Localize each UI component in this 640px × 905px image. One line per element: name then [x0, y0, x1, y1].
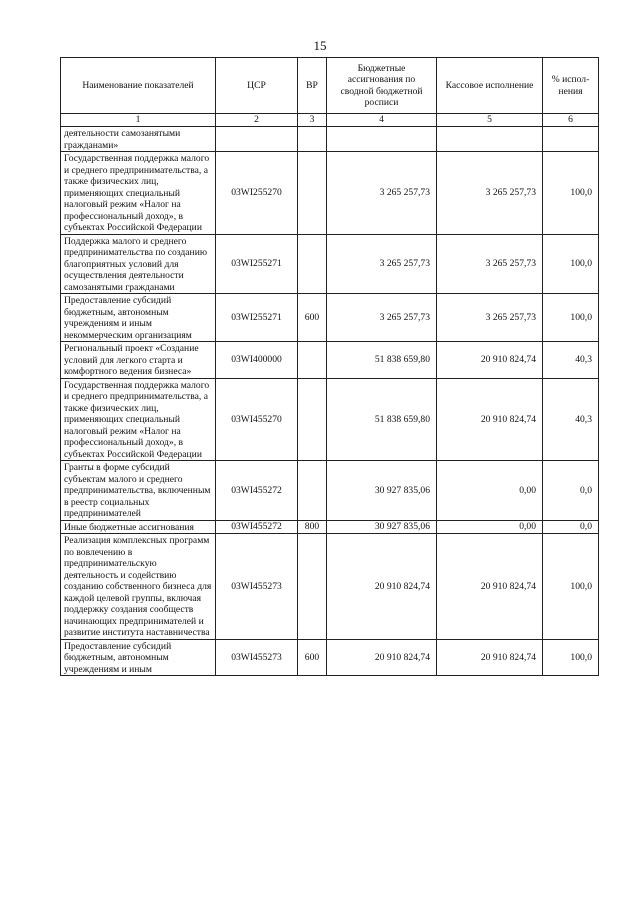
- row-name: Предоставление субсидий бюджетным, автономным учреждениям и иным: [61, 639, 216, 676]
- row-budget: 3 265 257,73: [327, 234, 437, 294]
- row-name: деятельности самозанятыми гражданами»: [61, 127, 216, 152]
- row-name: Государственная поддержка малого и среднего предпринимательства, а также физических лиц, применяющих специальный налоговый режим «Налог на профессиональный доход», в субъектах Российской Федерации: [61, 152, 216, 235]
- table-row: [61, 520, 599, 534]
- column-number: 5: [437, 114, 543, 127]
- row-percent: 100,0: [543, 234, 599, 294]
- row-percent: 40,3: [543, 378, 599, 461]
- header-csr: ЦСР: [216, 58, 298, 114]
- row-vr: 800: [298, 520, 327, 534]
- row-budget: 30 927 835,06: [327, 520, 437, 534]
- row-percent: 100,0: [543, 152, 599, 235]
- table-row: [61, 342, 599, 379]
- row-budget: 3 265 257,73: [327, 294, 437, 342]
- row-name: Предоставление субсидий бюджетным, автономным учреждениям и иным некоммерческим организациям: [61, 294, 216, 342]
- row-csr: 03WI455272: [216, 520, 298, 534]
- row-cash: 20 910 824,74: [437, 639, 543, 676]
- row-budget: 20 910 824,74: [327, 534, 437, 640]
- header-cash: Кассовое исполнение: [437, 58, 543, 114]
- table-row: [61, 639, 599, 676]
- row-name: Реализация комплексных программ по вовлечению в предпринимательскую деятельность и содействию созданию собственного бизнеса для каждой целевой группы, включая поддержку создания сообществ начинающих предпринимателей и развитие института наставничества: [61, 534, 216, 640]
- column-number-row: [61, 114, 599, 127]
- row-csr: [216, 127, 298, 152]
- row-vr: [298, 152, 327, 235]
- column-number: 3: [298, 114, 327, 127]
- row-csr: 03WI455273: [216, 639, 298, 676]
- row-vr: [298, 127, 327, 152]
- row-cash: [437, 127, 543, 152]
- column-number: 2: [216, 114, 298, 127]
- row-cash: 20 910 824,74: [437, 378, 543, 461]
- row-cash: 20 910 824,74: [437, 342, 543, 379]
- row-budget: [327, 127, 437, 152]
- row-percent: 0,0: [543, 461, 599, 521]
- row-budget: 20 910 824,74: [327, 639, 437, 676]
- row-name: Региональный проект «Создание условий для легкого старта и комфортного ведения бизнеса»: [61, 342, 216, 379]
- table-row: [61, 534, 599, 640]
- row-name: Гранты в форме субсидий субъектам малого и среднего предпринимательства, включенным в реестр социальных предпринимателей: [61, 461, 216, 521]
- header-budget: Бюджетные ассигнования по сводной бюджетной росписи: [327, 58, 437, 114]
- table-row: [61, 461, 599, 521]
- column-number: 4: [327, 114, 437, 127]
- row-vr: [298, 234, 327, 294]
- row-csr: 03WI255271: [216, 234, 298, 294]
- row-cash: 3 265 257,73: [437, 152, 543, 235]
- table-row: [61, 127, 599, 152]
- budget-table: [60, 57, 599, 676]
- table-row: [61, 294, 599, 342]
- row-vr: [298, 342, 327, 379]
- row-csr: 03WI455272: [216, 461, 298, 521]
- row-budget: 30 927 835,06: [327, 461, 437, 521]
- column-number: 6: [543, 114, 599, 127]
- row-percent: [543, 127, 599, 152]
- row-budget: 51 838 659,80: [327, 378, 437, 461]
- row-csr: 03WI255271: [216, 294, 298, 342]
- header-percent: % испол-нения: [543, 58, 599, 114]
- row-cash: 0,00: [437, 520, 543, 534]
- page-number: 15: [313, 38, 327, 53]
- row-name: Государственная поддержка малого и среднего предпринимательства, а также физических лиц, применяющих специальный налоговый режим «Налог на профессиональный доход», в субъектах Российской Федерации: [61, 378, 216, 461]
- header-vr: ВР: [298, 58, 327, 114]
- row-vr: [298, 378, 327, 461]
- row-vr: [298, 534, 327, 640]
- table-header-row: [61, 58, 599, 114]
- row-cash: 3 265 257,73: [437, 294, 543, 342]
- row-csr: 03WI455270: [216, 378, 298, 461]
- header-name: Наименование показателей: [61, 58, 216, 114]
- row-csr: 03WI455273: [216, 534, 298, 640]
- row-vr: 600: [298, 639, 327, 676]
- row-cash: 20 910 824,74: [437, 534, 543, 640]
- row-vr: 600: [298, 294, 327, 342]
- column-number: 1: [61, 114, 216, 127]
- row-budget: 51 838 659,80: [327, 342, 437, 379]
- row-percent: 100,0: [543, 639, 599, 676]
- table-row: [61, 378, 599, 461]
- row-name: Поддержка малого и среднего предпринимательства по созданию благоприятных условий для осуществления деятельности самозанятыми гражданами: [61, 234, 216, 294]
- row-name: Иные бюджетные ассигнования: [61, 520, 216, 534]
- row-percent: 40,3: [543, 342, 599, 379]
- table-row: [61, 152, 599, 235]
- row-percent: 0,0: [543, 520, 599, 534]
- row-percent: 100,0: [543, 534, 599, 640]
- row-cash: 0,00: [437, 461, 543, 521]
- row-csr: 03WI400000: [216, 342, 298, 379]
- table-row: [61, 234, 599, 294]
- row-vr: [298, 461, 327, 521]
- row-budget: 3 265 257,73: [327, 152, 437, 235]
- row-csr: 03WI255270: [216, 152, 298, 235]
- row-cash: 3 265 257,73: [437, 234, 543, 294]
- row-percent: 100,0: [543, 294, 599, 342]
